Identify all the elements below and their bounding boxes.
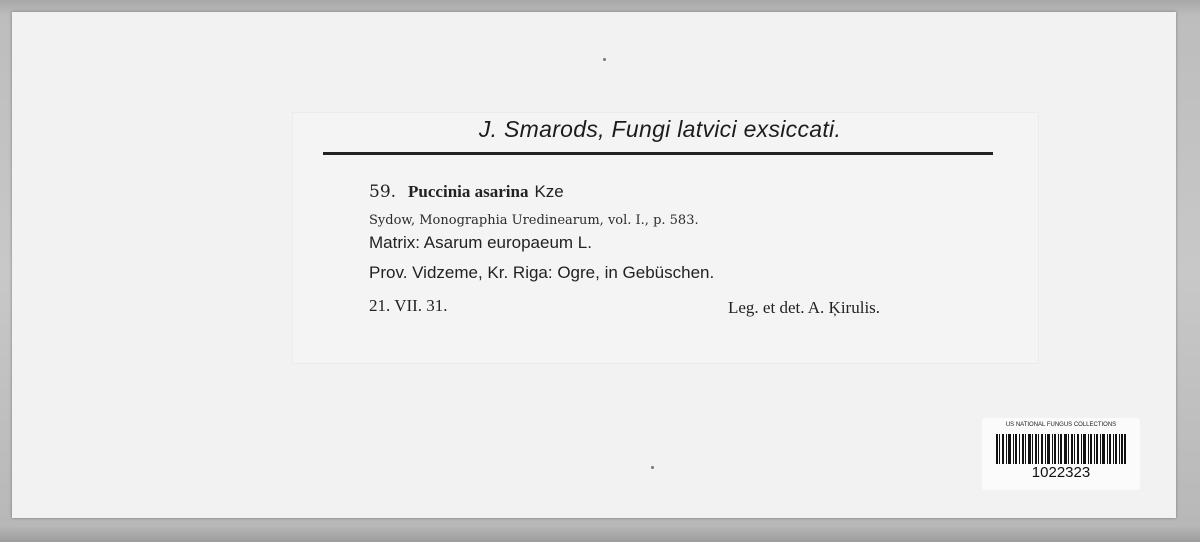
title-rule [323, 152, 993, 155]
species-name: Puccinia asarina [408, 182, 529, 201]
exsiccata-number: 59. [369, 182, 397, 202]
barcode-icon [996, 434, 1126, 464]
speck [603, 58, 606, 61]
barcode-label [982, 418, 1140, 490]
matrix-line: Matrix: Asarum europaeum L. [369, 233, 592, 252]
barcode-header: US NATIONAL FUNGUS COLLECTIONS [1005, 422, 1117, 428]
reference-line: Sydow, Monographia Uredinearum, vol. I., p. 583. [369, 213, 699, 228]
locality-line: Prov. Vidzeme, Kr. Riga: Ogre, in Gebüschen. [369, 263, 715, 282]
speck [651, 466, 654, 469]
date-line: 21. VII. 31. [369, 296, 448, 315]
species-line [369, 182, 564, 202]
collector-line: Leg. et det. A. Ķirulis. [728, 298, 881, 317]
barcode-number: 1022323 [1031, 464, 1091, 481]
label-title: J. Smarods, Fungi latvici exsiccati. [478, 116, 842, 142]
species-author: Kze [534, 182, 564, 201]
